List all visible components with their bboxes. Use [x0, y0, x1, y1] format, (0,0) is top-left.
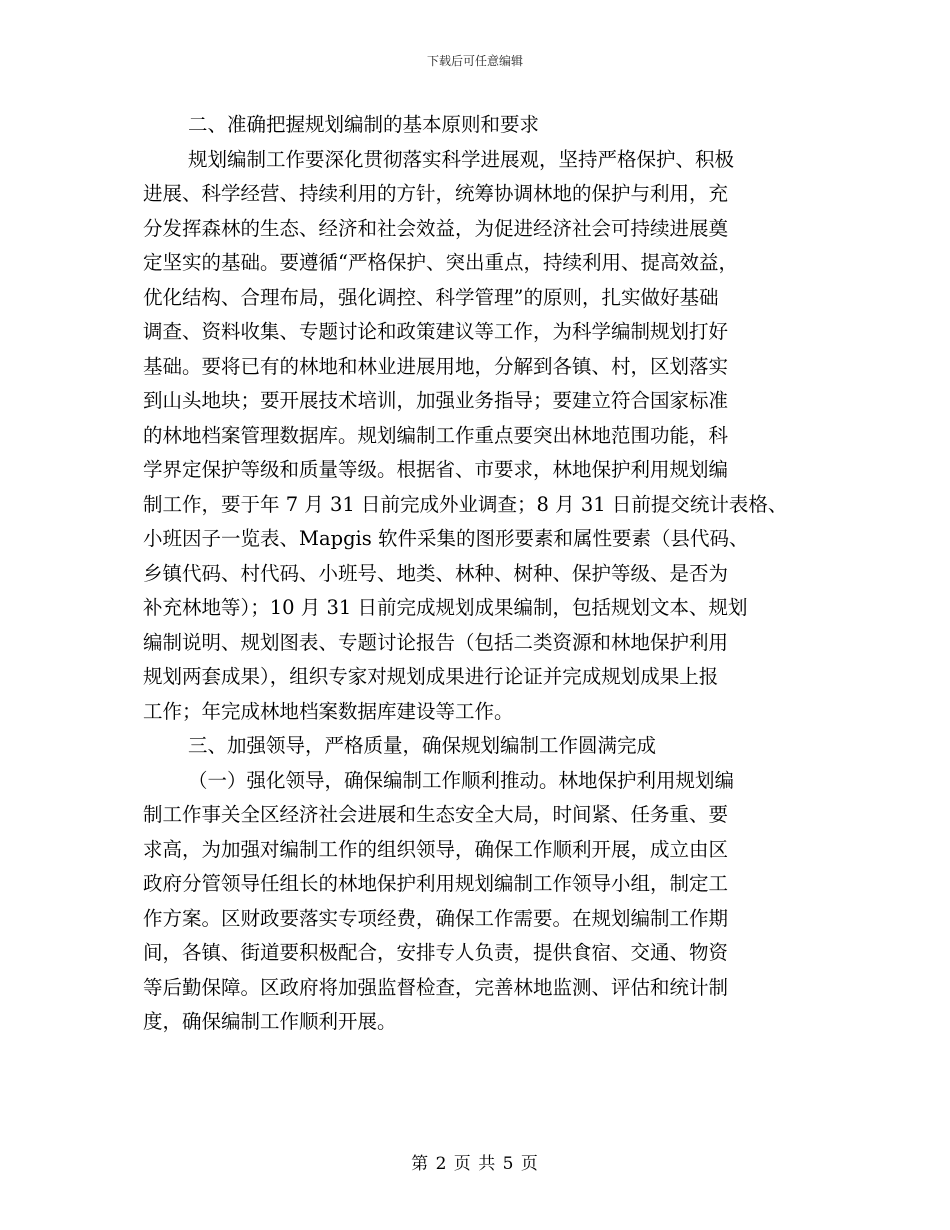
paragraph-line: 编制说明、规划图表、专题讨论报告（包括二类资源和林地保护利用 [143, 630, 729, 654]
paragraph-line: （一）强化领导，确保编制工作顺利推动。林地保护利用规划编 [188, 768, 735, 792]
paragraph-line: 进展、科学经营、持续利用的方针，统筹协调林地的保护与利用，充 [143, 182, 729, 205]
paragraph-line: 优化结构、合理布局，强化调控、科学管理”的原则，扎实做好基础 [143, 285, 719, 309]
paragraph-line: 的林地档案管理数据库。规划编制工作重点要突出林地范围功能，科 [143, 423, 729, 447]
paragraph-line: 等后勤保障。区政府将加强监督检查，完善林地监测、评估和统计制 [143, 975, 729, 999]
paragraph-line: 乡镇代码、村代码、小班号、地类、林种、树种、保护等级、是否为 [143, 561, 729, 585]
paragraph-line: 求高，为加强对编制工作的组织领导，确保工作顺利开展，成立由区 [143, 837, 729, 861]
paragraph-line: 作方案。区财政要落实专项经费，确保工作需要。在规划编制工作期 [143, 906, 729, 930]
paragraph-line: 补充林地等）；10 月 31 日前完成规划成果编制，包括规划文本、规划 [143, 596, 748, 619]
paragraph-line: 规划编制工作要深化贯彻落实科学进展观，坚持严格保护、积极 [188, 147, 735, 171]
page-header: 下载后可任意编辑 [426, 54, 523, 68]
paragraph-line: 制工作，要于年 7 月 31 日前完成外业调查；8 月 31 日前提交统计表格、 [143, 492, 788, 516]
paragraph-line: 到山头地块；要开展技术培训，加强业务指导；要建立符合国家标准 [143, 389, 729, 412]
paragraph-line: 度，确保编制工作顺利开展。 [143, 1010, 397, 1033]
paragraph-line: 调查、资料收集、专题讨论和政策建议等工作，为科学编制规划打好 [143, 320, 729, 343]
paragraph-line: 基础。要将已有的林地和林业进展用地，分解到各镇、村，区划落实 [143, 354, 729, 378]
paragraph-line: 小班因子一览表、Mapgis 软件采集的图形要素和属性要素（县代码、 [143, 527, 749, 550]
page-footer: 第 2 页 共 5 页 [411, 1154, 539, 1174]
paragraph-line: 制工作事关全区经济社会进展和生态安全大局，时间紧、任务重、要 [143, 803, 729, 826]
document-body [143, 108, 818, 1040]
paragraph-line: 间，各镇、街道要积极配合，安排专人负责，提供食宿、交通、物资 [143, 941, 729, 964]
paragraph-line: 二、准确把握规划编制的基本原则和要求 [188, 113, 540, 136]
paragraph-line: 定坚实的基础。要遵循“严格保护、突出重点，持续利用、提高效益， [143, 251, 738, 274]
paragraph-line: 工作；年完成林地档案数据库建设等工作。 [143, 699, 514, 723]
paragraph-line: 学界定保护等级和质量等级。根据省、市要求，林地保护利用规划编 [143, 458, 729, 481]
paragraph-line: 三、加强领导，严格质量，确保规划编制工作圆满完成 [188, 734, 657, 757]
paragraph-line: 分发挥森林的生态、经济和社会效益，为促进经济社会可持续进展奠 [143, 216, 729, 240]
paragraph-line: 政府分管领导任组长的林地保护利用规划编制工作领导小组，制定工 [143, 872, 729, 895]
paragraph-line: 规划两套成果），组织专家对规划成果进行论证并完成规划成果上报 [143, 665, 719, 688]
